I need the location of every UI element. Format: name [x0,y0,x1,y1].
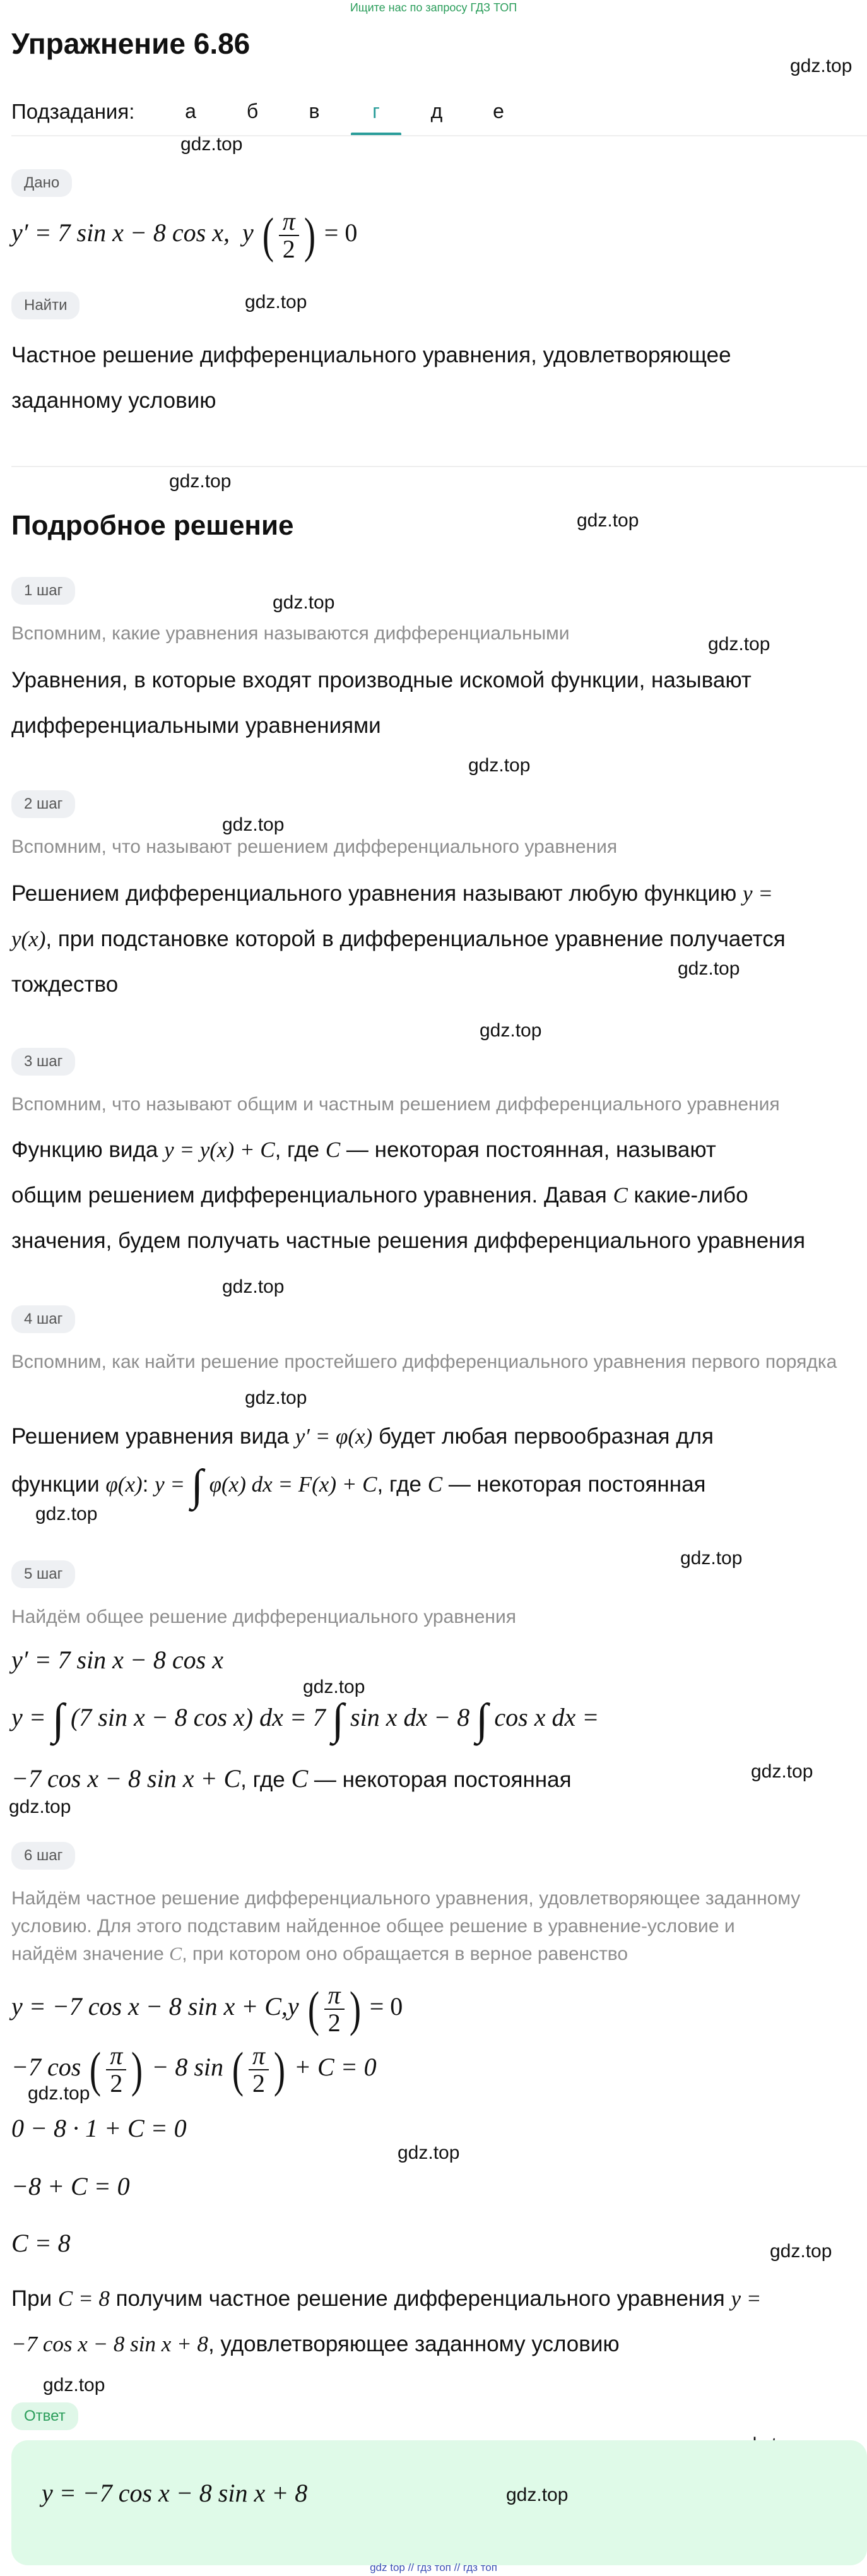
watermark: gdz.top [678,958,740,979]
watermark: gdz.top [790,56,852,76]
step-5-eq-1: y′ = 7 sin x − 8 cos x [11,1646,223,1674]
step-3-text: Функцию вида y = y(x) + C, где C — некоторая постоянная, называют общим решением дифференциального уравнения. Давая C какие-либо значения, будем получать частные решения дифференциального уравнения [11,1137,806,1253]
given-formula: y′ = 7 sin x − 8 cos x, y ( $\frac{\pi}{2}$ ) = 0 [11,207,358,263]
divider [11,135,867,136]
step-3-badge: 3 шаг [11,1048,75,1076]
step-6-badge: 6 шаг [11,1842,75,1870]
step-1-text: Уравнения, в которые входят производные искомой функции, называют дифференциальными уравнениями [11,668,752,738]
step-2-title: Вспомним, что называют решением дифференциального уравнения [11,836,618,857]
step-5-badge: 5 шаг [11,1560,75,1588]
step-6-eq-2: −7 cos ( $\frac{\pi}{2}$ ) − 8 sin ( $\frac{\pi}{2}$ ) + C = 0 [11,2041,377,2098]
watermark: gdz.top [28,2083,90,2104]
answer-formula: y = −7 cos x − 8 sin x + 8 [42,2479,308,2507]
watermark: gdz.top [180,134,243,155]
step-4-title: Вспомним, как найти решение простейшего дифференциального уравнения первого порядка [11,1351,837,1372]
tab-a[interactable]: а [185,100,196,122]
watermark: gdz.top [303,1677,365,1697]
tab-b[interactable]: б [246,100,259,122]
answer-badge: Ответ [11,2402,78,2430]
step-6-eq-3: 0 − 8 · 1 + C = 0 [11,2114,187,2142]
step-6-title: Найдём частное решение дифференциального уравнения, удовлетворяющее заданному условию. Для этого подставим найденное общее решение в уравнение-условие и найдём значение C, при котором оно обращается в верное равенство [11,1888,801,1964]
solution-heading: Подробное решение [11,510,294,541]
step-5-eq-3: −7 cos x − 8 sin x + C, где C — некоторая постоянная [11,1764,572,1793]
tab-d[interactable]: д [430,100,443,122]
watermark: gdz.top [770,2241,832,2262]
watermark: gdz.top [680,1548,743,1569]
tab-v[interactable]: в [309,100,320,122]
step-1-badge: 1 шаг [11,577,75,605]
tab-e[interactable]: е [493,100,504,122]
watermark: gdz.top [751,1761,813,1782]
step-1-title: Вспомним, какие уравнения называются дифференциальными [11,623,570,644]
step-4-line-1: Решением уравнения вида y′ = φ(x) будет любая первообразная для [11,1424,714,1449]
watermark: gdz.top [708,634,770,655]
step-2-text: Решением дифференциального уравнения называют любую функцию y = y(x), при подстановке которой в дифференциальное уравнение получается тождество [11,881,786,997]
watermark: gdz.top [169,471,232,492]
watermark: gdz.top [480,1020,542,1041]
step-6-eq-5: C = 8 [11,2229,71,2257]
subtasks-label: Подзадания: [11,100,135,123]
footer: gdz top // гдз топ // гдз топ [370,2561,497,2573]
watermark: gdz.top [577,510,639,531]
watermark: gdz.top [9,1796,71,1817]
watermark: gdz.top [506,2484,569,2505]
watermark: gdz.top [43,2375,105,2395]
step-6-conclusion: При C = 8 получим частное решение дифференциального уравнения y = −7 cos x − 8 sin x + 8, удовлетворяющее заданному условию [11,2286,762,2356]
watermark: gdz.top [35,1504,98,1524]
find-badge: Найти [11,292,80,319]
step-6-eq-1: y = −7 cos x − 8 sin x + C,y ( $\frac{\pi}{2}$ ) = 0 [11,1981,403,2037]
step-4-line-2: функции φ(x): y = ∫ φ(x) dx = F(x) + C, где C — некоторая постоянная [11,1461,706,1510]
step-5-eq-2: y = ∫ (7 sin x − 8 cos x) dx = 7 ∫ sin x dx − 8 ∫ cos x dx = [11,1695,599,1744]
given-badge: Дано [11,169,72,197]
step-6-eq-4: −8 + C = 0 [11,2172,130,2200]
step-5-title: Найдём общее решение дифференциального уравнения [11,1606,516,1627]
watermark: gdz.top [468,755,531,776]
tab-g[interactable]: г [372,100,380,122]
watermark: gdz.top [273,592,335,613]
watermark: gdz.top [222,1276,285,1297]
step-4-badge: 4 шаг [11,1305,75,1333]
find-text: Частное решение дифференциального уравнения, удовлетворяющее заданному условию [11,343,731,413]
watermark: gdz.top [245,1387,307,1408]
top-note: Ищите нас по запросу ГДЗ ТОП [350,1,517,14]
divider [11,466,867,467]
step-2-badge: 2 шаг [11,790,75,818]
page-title: Упражнение 6.86 [11,27,251,60]
watermark: gdz.top [245,292,307,312]
watermark: gdz.top [222,814,285,835]
watermark: gdz.top [398,2142,460,2163]
step-3-title: Вспомним, что называют общим и частным решением дифференциального уравнения [11,1094,780,1115]
